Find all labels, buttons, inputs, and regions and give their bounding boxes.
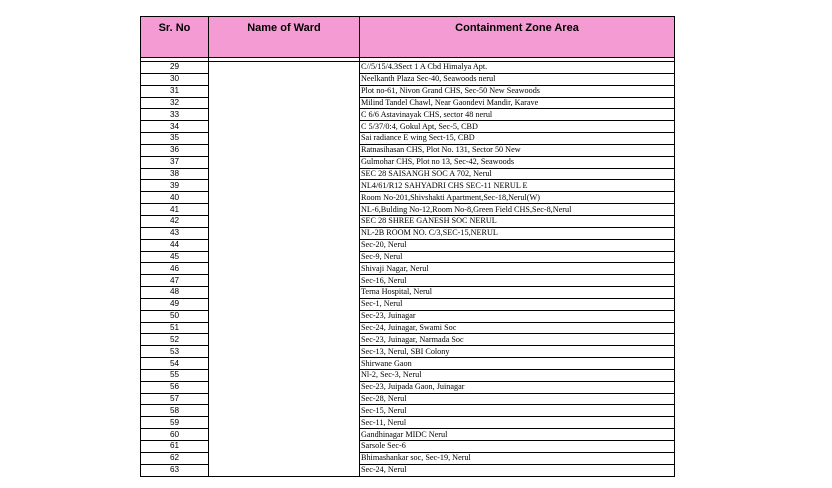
sr-no-cell: 51 [141, 322, 209, 334]
area-cell: Sec-15, Nerul [360, 405, 675, 417]
area-cell: Terna Hospital, Nerul [360, 287, 675, 299]
area-cell: Gandhinagar MIDC Nerul [360, 429, 675, 441]
area-cell: Sarsole Sec-6 [360, 441, 675, 453]
area-cell: Sec-23, Juipada Gaon, Juinagar [360, 381, 675, 393]
sr-no-cell: 58 [141, 405, 209, 417]
sr-no-cell: 62 [141, 452, 209, 464]
area-cell: Sec-28, Nerul [360, 393, 675, 405]
area-cell: Sec-23, Juinagar [360, 310, 675, 322]
sr-no-cell: 39 [141, 180, 209, 192]
sr-no-cell: 47 [141, 275, 209, 287]
header-area: Containment Zone Area [360, 17, 675, 58]
sr-no-cell: 53 [141, 346, 209, 358]
sr-no-cell: 63 [141, 464, 209, 476]
area-cell: NL4/61/R12 SAHYADRI CHS SEC-11 NERUL E [360, 180, 675, 192]
sr-no-cell: 31 [141, 85, 209, 97]
table-header-row [141, 17, 675, 58]
area-cell: Milind Tandel Chawl, Near Gaondevi Mandir, Karave [360, 97, 675, 109]
area-cell: SEC 28 SAISANGH SOC A 702, Nerul [360, 168, 675, 180]
sr-no-cell: 36 [141, 144, 209, 156]
area-cell: Sec-24, Nerul [360, 464, 675, 476]
area-cell: Sec-20, Nerul [360, 239, 675, 251]
area-cell: Sec-9, Nerul [360, 251, 675, 263]
sr-no-cell: 49 [141, 298, 209, 310]
area-cell: Sai radiance E wing Sect-15, CBD [360, 133, 675, 145]
area-cell: Neelkanth Plaza Sec-40, Seawoods nerul [360, 73, 675, 85]
area-cell: C//5/15/4.3Sect 1 A Cbd Himalya Apt. [360, 62, 675, 74]
sr-no-cell: 33 [141, 109, 209, 121]
area-cell: Sec-24, Juinagar, Swami Soc [360, 322, 675, 334]
sr-no-cell: 46 [141, 263, 209, 275]
area-cell: Ratnasihasan CHS, Plot No. 131, Sector 50 New [360, 144, 675, 156]
area-cell: Plot no-61, Nivon Grand CHS, Sec-50 New Seawoods [360, 85, 675, 97]
sr-no-cell: 37 [141, 156, 209, 168]
sr-no-cell: 50 [141, 310, 209, 322]
area-cell: Bhimashankar soc, Sec-19, Nerul [360, 452, 675, 464]
sr-no-cell: 30 [141, 73, 209, 85]
area-cell: Sec-16, Nerul [360, 275, 675, 287]
area-cell: Gulmohar CHS, Plot no 13, Sec-42, Seawoods [360, 156, 675, 168]
area-cell: Sec-13, Nerul, SBI Colony [360, 346, 675, 358]
sr-no-cell: 54 [141, 358, 209, 370]
sr-no-cell: 52 [141, 334, 209, 346]
sr-no-cell: 44 [141, 239, 209, 251]
sr-no-cell: 57 [141, 393, 209, 405]
area-cell: Shivaji Nagar, Nerul [360, 263, 675, 275]
sr-no-cell: 45 [141, 251, 209, 263]
containment-zone-table [140, 16, 675, 477]
sr-no-cell: 55 [141, 369, 209, 381]
ward-cell [209, 62, 360, 477]
sr-no-cell: 38 [141, 168, 209, 180]
area-cell: Sec-1, Nerul [360, 298, 675, 310]
area-cell: Sec-11, Nerul [360, 417, 675, 429]
area-cell: SEC 28 SHREE GANESH SOC NERUL [360, 215, 675, 227]
area-cell: Sec-23, Juinagar, Narmada Soc [360, 334, 675, 346]
sr-no-cell: 56 [141, 381, 209, 393]
sr-no-cell: 61 [141, 441, 209, 453]
sr-no-cell: 42 [141, 215, 209, 227]
area-cell: Room No-201,Shivshakti Apartment,Sec-18,Nerul(W) [360, 192, 675, 204]
area-cell: Shirwane Gaon [360, 358, 675, 370]
area-cell: Nl-2, Sec-3, Nerul [360, 369, 675, 381]
sr-no-cell: 41 [141, 204, 209, 216]
sr-no-cell: 40 [141, 192, 209, 204]
sr-no-cell: 35 [141, 133, 209, 145]
sr-no-cell: 43 [141, 227, 209, 239]
sr-no-cell: 48 [141, 287, 209, 299]
sr-no-cell: 32 [141, 97, 209, 109]
sr-no-cell: 29 [141, 62, 209, 74]
area-cell: C 5/37/0:4, Gokul Apt, Sec-5, CBD [360, 121, 675, 133]
sr-no-cell: 60 [141, 429, 209, 441]
table-body [141, 58, 675, 477]
area-cell: C 6/6 Astavinayak CHS, sector 48 nerul [360, 109, 675, 121]
header-ward: Name of Ward [209, 17, 360, 58]
sr-no-cell: 34 [141, 121, 209, 133]
header-sr-no: Sr. No [141, 17, 209, 58]
sr-no-cell: 59 [141, 417, 209, 429]
table-row [141, 62, 675, 74]
area-cell: NL-2B ROOM NO. C/3,SEC-15,NERUL [360, 227, 675, 239]
area-cell: NL-6,Bulding No-12,Room No-8,Green Field CHS,Sec-8,Nerul [360, 204, 675, 216]
